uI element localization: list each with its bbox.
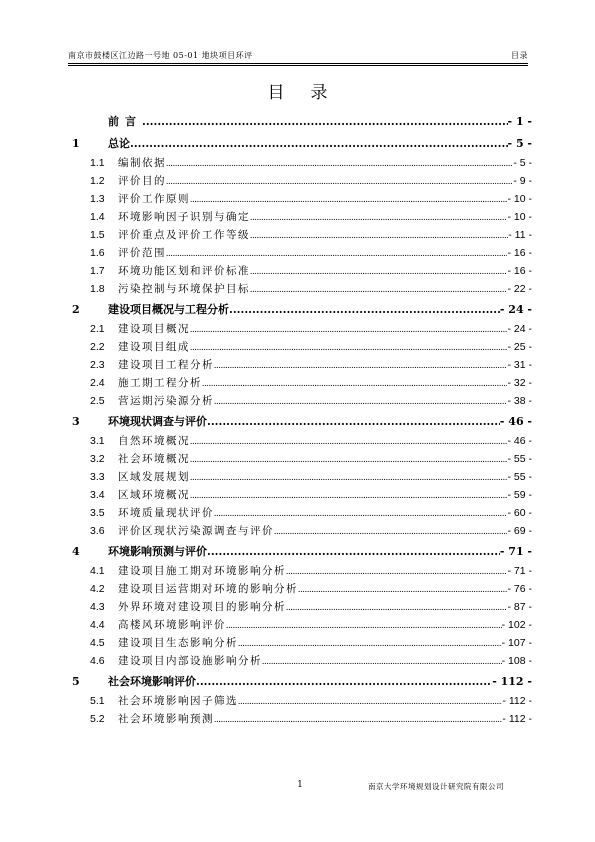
toc-entry-title: 编制依据: [118, 157, 166, 169]
toc-entry-title: 营运期污染源分析: [118, 395, 214, 407]
toc-section-entry[interactable]: [72, 209, 532, 227]
toc-entry-title: 社会环境影响预测: [118, 713, 214, 725]
toc-dot-leader: [274, 526, 507, 536]
toc-chapter-entry[interactable]: [72, 673, 532, 693]
toc-section-entry[interactable]: [72, 339, 532, 357]
toc-entry-page: - 16 -: [507, 247, 532, 259]
toc-entry-number: 5.1: [90, 695, 105, 707]
footer-organization: 南京大学环境规划设计研究院有限公司: [368, 782, 504, 791]
toc-chapter-entry[interactable]: [72, 301, 532, 321]
toc-entry-page: - 10 -: [507, 193, 532, 205]
toc-section-entry[interactable]: [72, 451, 532, 469]
toc-section-entry[interactable]: [72, 599, 532, 617]
toc-entry-number: 3.4: [90, 489, 105, 501]
toc-section-entry[interactable]: [72, 321, 532, 339]
toc-entry-number: 2: [72, 303, 80, 316]
toc-section-entry[interactable]: [72, 375, 532, 393]
toc-entry-number: 3: [72, 415, 80, 428]
header-document-title: 南京市鼓楼区江边路一号地 05-01 地块项目环评: [68, 51, 253, 60]
toc-entry-title: 社会环境影响因子筛选: [118, 695, 238, 707]
toc-entry-page: - 102 -: [501, 619, 532, 631]
toc-entry-title: 施工期工程分析: [118, 377, 202, 389]
toc-entry-page: - 9 -: [513, 175, 532, 187]
toc-entry-number: 3.1: [90, 435, 105, 447]
toc-entry-number: 1.4: [90, 211, 105, 223]
toc-dot-leader: [262, 656, 502, 666]
toc-entry-title: 区域环境概况: [118, 489, 190, 501]
toc-entry-number: 2.4: [90, 377, 105, 389]
toc-entry-number: 3.5: [90, 507, 105, 519]
toc-entry-number: 1.7: [90, 265, 105, 277]
toc-entry-page: - 5 -: [513, 157, 532, 169]
toc-section-entry[interactable]: [72, 227, 532, 245]
toc-section-entry[interactable]: [72, 357, 532, 375]
toc-entry-title: 社会环境影响评价: [108, 675, 196, 688]
header-rule: [68, 63, 528, 64]
toc-entry-page: - 46 -: [507, 435, 532, 447]
header-rule-thin: [68, 65, 528, 66]
toc-dot-leader: [190, 472, 507, 482]
header-section-name: 目录: [511, 51, 528, 60]
toc-section-entry[interactable]: [72, 393, 532, 411]
toc-dot-leader: [190, 490, 507, 500]
toc-section-entry[interactable]: [72, 433, 532, 451]
toc-section-entry[interactable]: [72, 263, 532, 281]
toc-dot-leader: [226, 620, 502, 630]
toc-chapter-entry[interactable]: [72, 135, 532, 155]
toc-entry-page: - 1 -: [507, 115, 532, 128]
toc-dot-leader: [286, 602, 507, 612]
toc-entry-title: 评价范围: [118, 247, 166, 259]
toc-dot-leader: [166, 248, 507, 258]
toc-section-entry[interactable]: [72, 693, 532, 711]
toc-entry-title: 建设项目概况: [118, 323, 190, 335]
toc-entry-number: 1.6: [90, 247, 105, 259]
toc-entry-title: 建设项目工程分析: [118, 359, 214, 371]
toc-section-entry[interactable]: [72, 581, 532, 599]
toc-entry-title: 评价区现状污染源调查与评价: [118, 525, 274, 537]
toc-entry-page: - 24 -: [507, 323, 532, 335]
toc-dot-leader: [286, 566, 507, 576]
toc-entry-title: 建设项目内部设施影响分析: [118, 655, 262, 667]
toc-entry-page: - 112 -: [492, 675, 532, 688]
toc-entry-page: - 22 -: [507, 283, 532, 295]
toc-entry-title: 评价目的: [118, 175, 166, 187]
toc-dot-leader: [214, 396, 507, 406]
toc-entry-title: 环境影响因子识别与确定: [118, 211, 250, 223]
toc-dot-leader: [250, 284, 507, 294]
toc-entry-number: 5.2: [90, 713, 105, 725]
toc-entry-number: 1.1: [90, 157, 105, 169]
toc-entry-number: 2.5: [90, 395, 105, 407]
toc-section-entry[interactable]: [72, 563, 532, 581]
toc-entry-number: 3.2: [90, 453, 105, 465]
toc-entry-page: - 108 -: [501, 655, 532, 667]
toc-dot-leader: [214, 360, 507, 370]
toc-entry-number: 4.1: [90, 565, 105, 577]
toc-entry-title: 总论: [108, 137, 130, 150]
toc-entry-number: 3.6: [90, 525, 105, 537]
toc-entry-title: 建设项目施工期对环境影响分析: [118, 565, 286, 577]
toc-dot-leader: [166, 158, 513, 168]
toc-entry-page: - 38 -: [507, 395, 532, 407]
toc-entry-title: 社会环境概况: [118, 453, 190, 465]
toc-entry-number: 4: [72, 545, 80, 558]
toc-entry-title: 环境影响预测与评价: [108, 545, 207, 558]
toc-entry-title: 前言: [108, 115, 142, 128]
table-of-contents: [72, 111, 532, 729]
toc-dot-leader: [196, 675, 492, 688]
toc-entry-number: 1.3: [90, 193, 105, 205]
toc-entry-page: - 31 -: [507, 359, 532, 371]
toc-dot-leader: [250, 212, 507, 222]
toc-dot-leader: [202, 378, 507, 388]
toc-section-entry[interactable]: [72, 653, 532, 671]
toc-entry-number: 3.3: [90, 471, 105, 483]
toc-dot-leader: [190, 454, 507, 464]
toc-entry-title: 评价工作原则: [118, 193, 190, 205]
toc-entry-number: 1.2: [90, 175, 105, 187]
toc-entry-title: 高楼风环境影响评价: [118, 619, 226, 631]
page-header: [68, 47, 528, 61]
toc-entry-number: 2.3: [90, 359, 105, 371]
toc-dot-leader: [190, 436, 507, 446]
footer-page-number: 1: [297, 780, 303, 790]
toc-dot-leader: [229, 303, 500, 316]
toc-entry-page: - 32 -: [507, 377, 532, 389]
toc-entry-number: 5: [72, 675, 80, 688]
toc-dot-leader: [190, 194, 507, 204]
toc-dot-leader: [166, 176, 513, 186]
toc-entry-number: 2.2: [90, 341, 105, 353]
toc-entry-page: - 55 -: [507, 453, 532, 465]
toc-entry-title: 外界环境对建设项目的影响分析: [118, 601, 286, 613]
toc-entry-page: - 107 -: [501, 637, 532, 649]
toc-section-entry[interactable]: [72, 191, 532, 209]
toc-entry-number: 4.4: [90, 619, 105, 631]
toc-entry-page: - 10 -: [507, 211, 532, 223]
toc-entry-title: 污染控制与环境保护目标: [118, 283, 250, 295]
toc-entry-page: - 71 -: [507, 565, 532, 577]
toc-entry-page: - 16 -: [507, 265, 532, 277]
toc-section-entry[interactable]: [72, 617, 532, 635]
toc-dot-leader: [250, 230, 508, 240]
toc-chapter-entry[interactable]: [72, 113, 532, 133]
toc-entry-page: - 59 -: [507, 489, 532, 501]
toc-entry-number: 4.2: [90, 583, 105, 595]
toc-section-entry[interactable]: [72, 173, 532, 191]
toc-entry-title: 环境功能区划和评价标准: [118, 265, 250, 277]
toc-dot-leader: [190, 342, 507, 352]
toc-section-entry[interactable]: [72, 469, 532, 487]
toc-entry-number: 4.3: [90, 601, 105, 613]
toc-entry-title: 评价重点及评价工作等级: [118, 229, 250, 241]
toc-section-entry[interactable]: [72, 505, 532, 523]
toc-entry-number: 4.6: [90, 655, 105, 667]
toc-entry-page: - 24 -: [499, 303, 532, 316]
toc-entry-title: 建设项目概况与工程分析: [108, 303, 229, 316]
toc-entry-number: 2.1: [90, 323, 105, 335]
toc-section-entry[interactable]: [72, 523, 532, 541]
toc-entry-page: - 11 -: [508, 229, 532, 241]
toc-dot-leader: [207, 415, 500, 428]
toc-entry-page: - 25 -: [507, 341, 532, 353]
toc-chapter-entry[interactable]: [72, 413, 532, 433]
toc-entry-page: - 5 -: [507, 137, 532, 150]
toc-entry-page: - 112 -: [502, 713, 532, 725]
toc-entry-title: 环境现状调查与评价: [108, 415, 207, 428]
toc-dot-leader: [190, 324, 507, 334]
toc-dot-leader: [250, 266, 507, 276]
toc-entry-page: - 87 -: [507, 601, 532, 613]
toc-dot-leader: [142, 115, 508, 128]
toc-section-entry[interactable]: [72, 155, 532, 173]
toc-entry-number: 4.5: [90, 637, 105, 649]
toc-entry-title: 建设项目组成: [118, 341, 190, 353]
toc-entry-page: - 55 -: [507, 471, 532, 483]
toc-dot-leader: [214, 714, 502, 724]
toc-entry-title: 环境质量现状评价: [118, 507, 214, 519]
toc-dot-leader: [238, 638, 502, 648]
toc-section-entry[interactable]: [72, 487, 532, 505]
toc-section-entry[interactable]: [72, 711, 532, 729]
page-title: 目录: [267, 83, 354, 103]
toc-dot-leader: [214, 508, 507, 518]
toc-dot-leader: [130, 137, 508, 150]
toc-entry-page: - 76 -: [507, 583, 532, 595]
toc-entry-number: 1.5: [90, 229, 105, 241]
toc-section-entry[interactable]: [72, 635, 532, 653]
toc-entry-page: - 71 -: [499, 545, 532, 558]
toc-entry-title: 建设项目运营期对环境的影响分析: [118, 583, 298, 595]
toc-entry-number: 1.8: [90, 283, 105, 295]
toc-entry-title: 建设项目生态影响分析: [118, 637, 238, 649]
toc-dot-leader: [238, 696, 502, 706]
toc-entry-page: - 46 -: [499, 415, 532, 428]
toc-entry-title: 区域发展规划: [118, 471, 190, 483]
toc-entry-page: - 60 -: [507, 507, 532, 519]
toc-entry-title: 自然环境概况: [118, 435, 190, 447]
toc-dot-leader: [298, 584, 507, 594]
toc-entry-page: - 112 -: [502, 695, 532, 707]
toc-section-entry[interactable]: [72, 281, 532, 299]
toc-dot-leader: [207, 545, 500, 558]
toc-entry-number: 1: [72, 137, 80, 150]
toc-section-entry[interactable]: [72, 245, 532, 263]
toc-entry-page: - 69 -: [507, 525, 532, 537]
toc-chapter-entry[interactable]: [72, 543, 532, 563]
